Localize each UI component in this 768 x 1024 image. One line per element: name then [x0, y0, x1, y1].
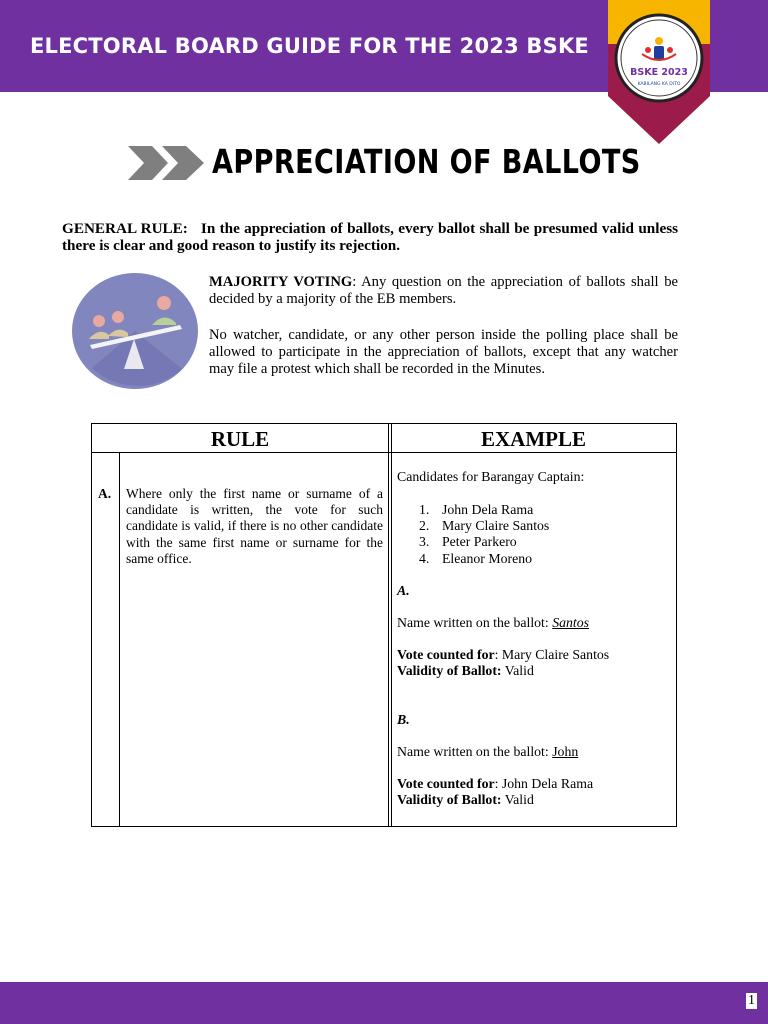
footer-bar — [0, 982, 768, 1024]
case-b-letter: B. — [397, 712, 410, 727]
case-b-vote: Vote counted for: John Dela Rama — [397, 776, 594, 791]
majority-voting-label: MAJORITY VOTING — [209, 274, 353, 290]
majority-voting-text: : Any question on the appreciation of ballots shall be decided by a majority of the EB members. — [209, 274, 678, 307]
case-b-validity: Validity of Ballot: Valid — [397, 792, 534, 807]
page-number: 1 — [748, 993, 755, 1008]
balance-scale-people-icon — [72, 273, 198, 389]
section-title-row — [0, 140, 768, 190]
case-b-written: Name written on the ballot: John — [397, 744, 579, 759]
logo-text: BSKE 2023 — [630, 67, 688, 78]
table-header-example: EXAMPLE — [481, 427, 586, 451]
list-item: 2. Mary Claire Santos — [419, 518, 550, 534]
case-a-validity: Validity of Ballot: Valid — [397, 663, 534, 678]
general-rule — [62, 220, 678, 254]
page-title: APPRECIATION OF BALLOTS — [212, 142, 641, 181]
case-a-vote: Vote counted for: Mary Claire Santos — [397, 647, 610, 662]
case-b-written-value: John — [552, 744, 579, 759]
bske-logo-badge — [608, 0, 710, 150]
general-rule-label: GENERAL RULE: — [62, 220, 188, 237]
table-divider — [119, 453, 120, 826]
double-chevron-icon — [128, 144, 206, 182]
table-divider — [391, 424, 392, 826]
list-item: 4. Eleanor Moreno — [419, 550, 533, 566]
example-intro: Candidates for Barangay Captain: — [397, 469, 585, 484]
list-item: 3. Peter Parkero — [419, 534, 517, 550]
candidate-list — [419, 502, 549, 567]
case-a-written: Name written on the ballot: Santos — [397, 615, 589, 630]
table-divider — [388, 424, 389, 826]
rule-text: Where only the first name or surname of a candidate is written, the vote for such candidate is valid, if there is no other candidate with the same first name or surname for the same office. — [126, 486, 383, 566]
logo-subtext: KABILANG KA DITO — [637, 82, 681, 87]
majority-voting-paragraph — [209, 274, 678, 308]
list-item: 1. John Dela Rama — [419, 502, 534, 517]
general-rule-text: In the appreciation of ballots, every ballot shall be presumed valid unless there is clear and good reason to justify its rejection. — [62, 220, 679, 254]
case-a-written-value: Santos — [552, 615, 589, 630]
rules-table — [91, 423, 677, 827]
header-title: ELECTORAL BOARD GUIDE FOR THE 2023 BSKE — [30, 34, 589, 58]
case-a-letter: A. — [397, 583, 410, 598]
table-header-rule: RULE — [210, 427, 270, 451]
watcher-paragraph: No watcher, candidate, or any other person inside the polling place shall be allowed to participate in the appreciation of ballots, except that any watcher may file a protest which shall be recorded in the Minutes. — [209, 327, 678, 377]
rule-letter: A. — [98, 486, 112, 501]
